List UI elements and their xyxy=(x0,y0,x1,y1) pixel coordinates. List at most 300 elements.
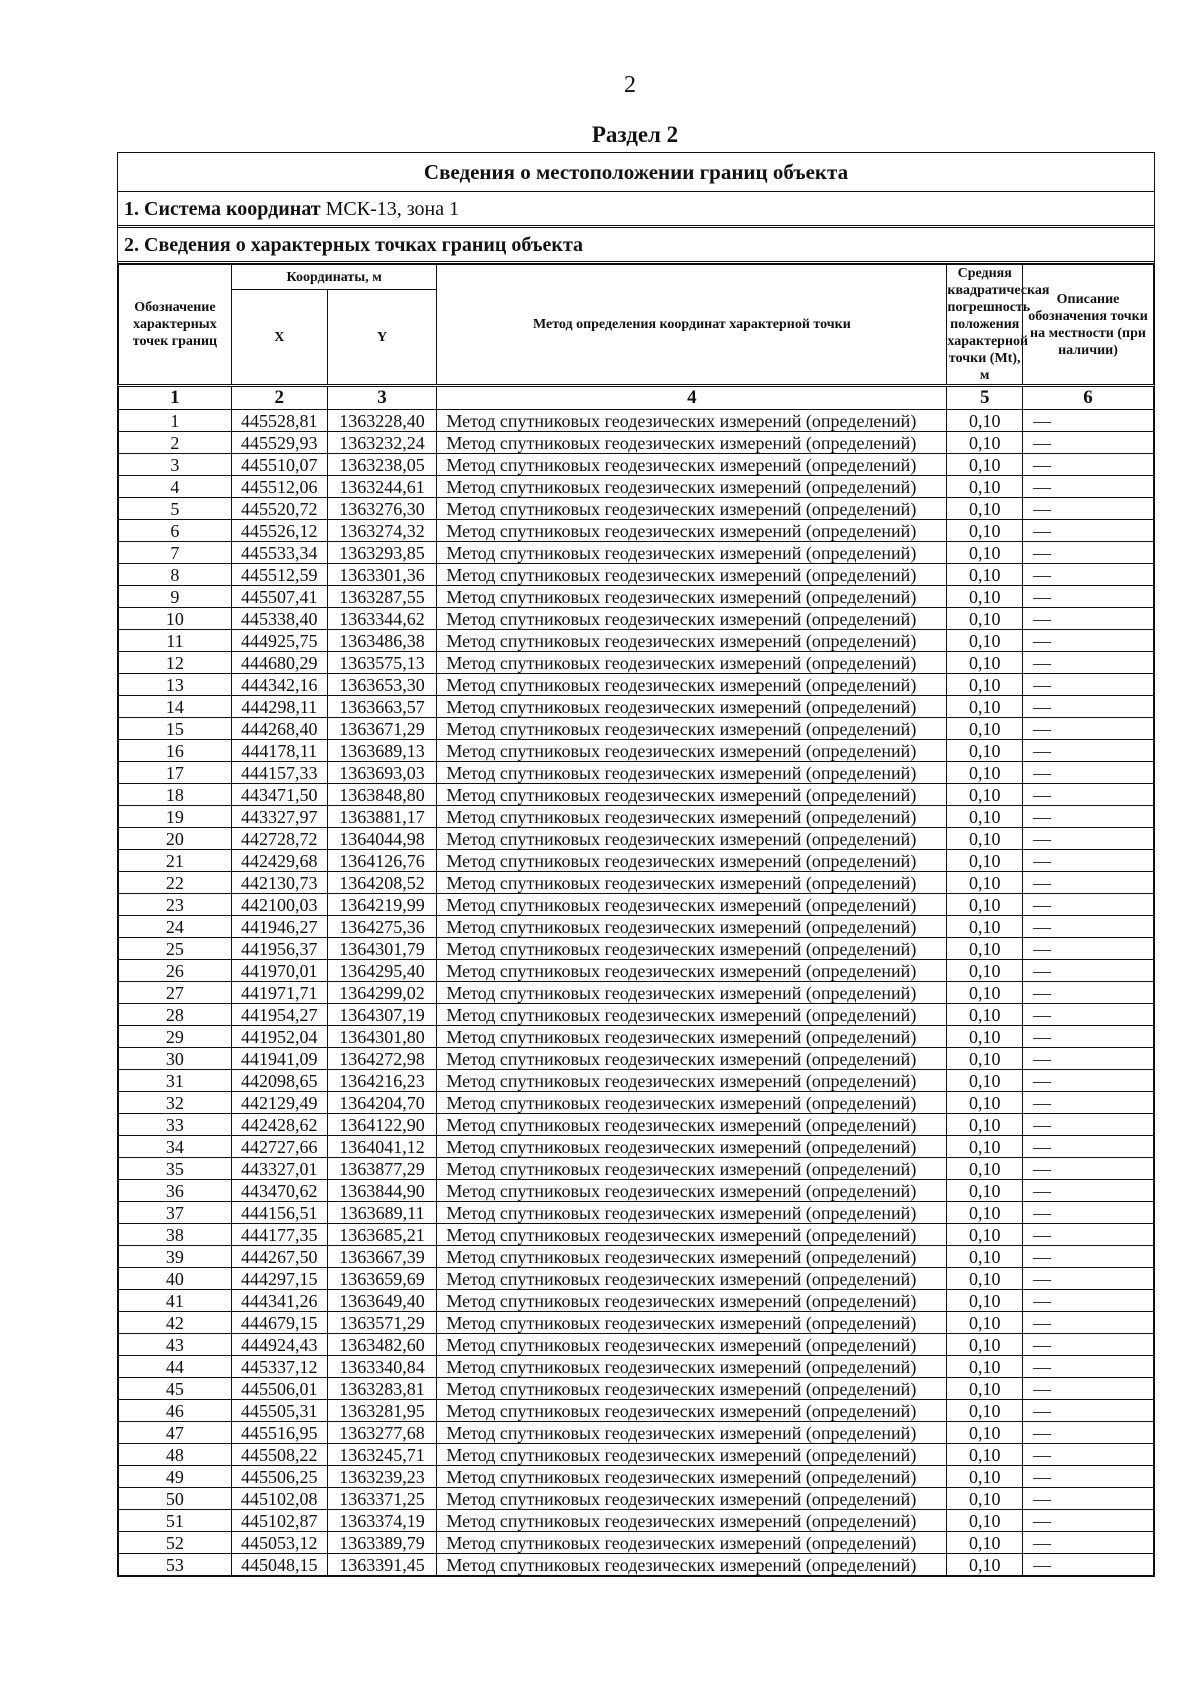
error-cell: 0,10 xyxy=(947,1092,1023,1114)
error-cell: 0,10 xyxy=(947,1004,1023,1026)
description-cell: — xyxy=(1023,1026,1154,1048)
table-row xyxy=(119,608,1154,630)
method-cell: Метод спутниковых геодезических измерений (определений) xyxy=(437,1070,947,1092)
description-cell: — xyxy=(1023,1400,1154,1422)
point-number: 21 xyxy=(119,850,232,872)
error-cell: 0,10 xyxy=(947,608,1023,630)
x-coordinate: 445048,15 xyxy=(231,1554,327,1576)
method-cell: Метод спутниковых геодезических измерений (определений) xyxy=(437,454,947,476)
description-cell: — xyxy=(1023,1070,1154,1092)
column-number: 5 xyxy=(947,386,1023,410)
description-cell: — xyxy=(1023,432,1154,454)
y-coordinate: 1363671,29 xyxy=(327,718,437,740)
error-cell: 0,10 xyxy=(947,1246,1023,1268)
point-number: 34 xyxy=(119,1136,232,1158)
error-cell: 0,10 xyxy=(947,784,1023,806)
error-cell: 0,10 xyxy=(947,762,1023,784)
method-cell: Метод спутниковых геодезических измерений (определений) xyxy=(437,1202,947,1224)
table-row xyxy=(119,1378,1154,1400)
x-coordinate: 445506,25 xyxy=(231,1466,327,1488)
y-coordinate: 1363391,45 xyxy=(327,1554,437,1576)
point-number: 25 xyxy=(119,938,232,960)
description-cell: — xyxy=(1023,498,1154,520)
x-coordinate: 444924,43 xyxy=(231,1334,327,1356)
description-cell: — xyxy=(1023,872,1154,894)
x-coordinate: 444157,33 xyxy=(231,762,327,784)
point-number: 47 xyxy=(119,1422,232,1444)
x-coordinate: 444177,35 xyxy=(231,1224,327,1246)
table-row xyxy=(119,1488,1154,1510)
table-row xyxy=(119,1334,1154,1356)
point-number: 13 xyxy=(119,674,232,696)
y-coordinate: 1363344,62 xyxy=(327,608,437,630)
table-row xyxy=(119,696,1154,718)
error-cell: 0,10 xyxy=(947,740,1023,762)
table-row xyxy=(119,1136,1154,1158)
error-cell: 0,10 xyxy=(947,960,1023,982)
point-number: 50 xyxy=(119,1488,232,1510)
y-coordinate: 1363389,79 xyxy=(327,1532,437,1554)
x-coordinate: 444342,16 xyxy=(231,674,327,696)
method-cell: Метод спутниковых геодезических измерений (определений) xyxy=(437,938,947,960)
coordinate-system-line xyxy=(118,192,1154,228)
error-cell: 0,10 xyxy=(947,1466,1023,1488)
table-row xyxy=(119,498,1154,520)
description-cell: — xyxy=(1023,1224,1154,1246)
x-coordinate: 442100,03 xyxy=(231,894,327,916)
description-cell: — xyxy=(1023,1268,1154,1290)
method-cell: Метод спутниковых геодезических измерений (определений) xyxy=(437,1158,947,1180)
x-coordinate: 442728,72 xyxy=(231,828,327,850)
table-row xyxy=(119,1114,1154,1136)
coordinate-system-label: 1. Система координат xyxy=(124,198,321,220)
method-cell: Метод спутниковых геодезических измерений (определений) xyxy=(437,960,947,982)
description-cell: — xyxy=(1023,630,1154,652)
x-coordinate: 445510,07 xyxy=(231,454,327,476)
error-cell: 0,10 xyxy=(947,1070,1023,1092)
table-row xyxy=(119,960,1154,982)
error-cell: 0,10 xyxy=(947,1180,1023,1202)
description-cell: — xyxy=(1023,542,1154,564)
error-cell: 0,10 xyxy=(947,1048,1023,1070)
table-row xyxy=(119,410,1154,432)
point-number: 20 xyxy=(119,828,232,850)
error-cell: 0,10 xyxy=(947,1422,1023,1444)
method-cell: Метод спутниковых геодезических измерений (определений) xyxy=(437,850,947,872)
table-row xyxy=(119,982,1154,1004)
description-cell: — xyxy=(1023,784,1154,806)
description-cell: — xyxy=(1023,1180,1154,1202)
method-cell: Метод спутниковых геодезических измерений (определений) xyxy=(437,1510,947,1532)
method-cell: Метод спутниковых геодезических измерений (определений) xyxy=(437,652,947,674)
error-cell: 0,10 xyxy=(947,850,1023,872)
description-cell: — xyxy=(1023,982,1154,1004)
table-row xyxy=(119,916,1154,938)
description-cell: — xyxy=(1023,894,1154,916)
point-number: 2 xyxy=(119,432,232,454)
description-cell: — xyxy=(1023,1532,1154,1554)
method-cell: Метод спутниковых геодезических измерений (определений) xyxy=(437,1334,947,1356)
points-heading: 2. Сведения о характерных точках границ объекта xyxy=(124,234,584,256)
method-cell: Метод спутниковых геодезических измерений (определений) xyxy=(437,1290,947,1312)
error-cell: 0,10 xyxy=(947,1356,1023,1378)
x-coordinate: 442098,65 xyxy=(231,1070,327,1092)
error-cell: 0,10 xyxy=(947,916,1023,938)
point-number: 11 xyxy=(119,630,232,652)
error-cell: 0,10 xyxy=(947,1334,1023,1356)
y-coordinate: 1363277,68 xyxy=(327,1422,437,1444)
table-row xyxy=(119,806,1154,828)
x-coordinate: 444341,26 xyxy=(231,1290,327,1312)
table-row xyxy=(119,1004,1154,1026)
table-row xyxy=(119,1532,1154,1554)
point-number: 6 xyxy=(119,520,232,542)
y-coordinate: 1364272,98 xyxy=(327,1048,437,1070)
method-cell: Метод спутниковых геодезических измерений (определений) xyxy=(437,718,947,740)
method-cell: Метод спутниковых геодезических измерений (определений) xyxy=(437,762,947,784)
x-coordinate: 445533,34 xyxy=(231,542,327,564)
error-cell: 0,10 xyxy=(947,1312,1023,1334)
y-coordinate: 1363371,25 xyxy=(327,1488,437,1510)
method-cell: Метод спутниковых геодезических измерений (определений) xyxy=(437,696,947,718)
method-cell: Метод спутниковых геодезических измерений (определений) xyxy=(437,894,947,916)
y-coordinate: 1363238,05 xyxy=(327,454,437,476)
table-row xyxy=(119,1026,1154,1048)
point-number: 27 xyxy=(119,982,232,1004)
error-cell: 0,10 xyxy=(947,1532,1023,1554)
method-cell: Метод спутниковых геодезических измерений (определений) xyxy=(437,1136,947,1158)
point-number: 4 xyxy=(119,476,232,498)
x-coordinate: 444178,11 xyxy=(231,740,327,762)
x-coordinate: 445526,12 xyxy=(231,520,327,542)
method-cell: Метод спутниковых геодезических измерений (определений) xyxy=(437,982,947,1004)
x-coordinate: 444925,75 xyxy=(231,630,327,652)
table-row xyxy=(119,1290,1154,1312)
header-description: Описание обозначения точки на местности (при наличии) xyxy=(1023,265,1154,386)
x-coordinate: 443470,62 xyxy=(231,1180,327,1202)
error-cell: 0,10 xyxy=(947,696,1023,718)
column-number: 1 xyxy=(119,386,232,410)
method-cell: Метод спутниковых геодезических измерений (определений) xyxy=(437,432,947,454)
header-error: Средняя квадратическая погрешность положения характерной точки (Mt), м xyxy=(947,265,1023,386)
y-coordinate: 1363848,80 xyxy=(327,784,437,806)
point-number: 29 xyxy=(119,1026,232,1048)
method-cell: Метод спутниковых геодезических измерений (определений) xyxy=(437,1312,947,1334)
description-cell: — xyxy=(1023,520,1154,542)
method-cell: Метод спутниковых геодезических измерений (определений) xyxy=(437,1400,947,1422)
method-cell: Метод спутниковых геодезических измерений (определений) xyxy=(437,1268,947,1290)
x-coordinate: 441970,01 xyxy=(231,960,327,982)
header-method: Метод определения координат характерной точки xyxy=(437,265,947,386)
x-coordinate: 445508,22 xyxy=(231,1444,327,1466)
header-x: X xyxy=(231,290,327,386)
x-coordinate: 444297,15 xyxy=(231,1268,327,1290)
description-cell: — xyxy=(1023,1444,1154,1466)
description-cell: — xyxy=(1023,1312,1154,1334)
y-coordinate: 1363281,95 xyxy=(327,1400,437,1422)
x-coordinate: 441971,71 xyxy=(231,982,327,1004)
x-coordinate: 444679,15 xyxy=(231,1312,327,1334)
points-table xyxy=(118,264,1154,1576)
description-cell: — xyxy=(1023,696,1154,718)
error-cell: 0,10 xyxy=(947,1202,1023,1224)
column-numbers-row xyxy=(119,386,1154,410)
error-cell: 0,10 xyxy=(947,1158,1023,1180)
y-coordinate: 1364295,40 xyxy=(327,960,437,982)
table-row xyxy=(119,1444,1154,1466)
error-cell: 0,10 xyxy=(947,454,1023,476)
method-cell: Метод спутниковых геодезических измерений (определений) xyxy=(437,520,947,542)
description-cell: — xyxy=(1023,1356,1154,1378)
point-number: 18 xyxy=(119,784,232,806)
x-coordinate: 443471,50 xyxy=(231,784,327,806)
column-number: 2 xyxy=(231,386,327,410)
header-coordinates: Координаты, м xyxy=(231,265,437,290)
point-number: 30 xyxy=(119,1048,232,1070)
error-cell: 0,10 xyxy=(947,1114,1023,1136)
x-coordinate: 445337,12 xyxy=(231,1356,327,1378)
point-number: 17 xyxy=(119,762,232,784)
y-coordinate: 1363575,13 xyxy=(327,652,437,674)
point-number: 16 xyxy=(119,740,232,762)
method-cell: Метод спутниковых геодезических измерений (определений) xyxy=(437,1356,947,1378)
description-cell: — xyxy=(1023,1554,1154,1576)
method-cell: Метод спутниковых геодезических измерений (определений) xyxy=(437,564,947,586)
y-coordinate: 1363228,40 xyxy=(327,410,437,432)
y-coordinate: 1363232,24 xyxy=(327,432,437,454)
y-coordinate: 1363659,69 xyxy=(327,1268,437,1290)
point-number: 42 xyxy=(119,1312,232,1334)
y-coordinate: 1364216,23 xyxy=(327,1070,437,1092)
point-number: 10 xyxy=(119,608,232,630)
description-cell: — xyxy=(1023,1422,1154,1444)
point-number: 45 xyxy=(119,1378,232,1400)
y-coordinate: 1363881,17 xyxy=(327,806,437,828)
description-cell: — xyxy=(1023,1510,1154,1532)
method-cell: Метод спутниковых геодезических измерений (определений) xyxy=(437,806,947,828)
description-cell: — xyxy=(1023,1158,1154,1180)
description-cell: — xyxy=(1023,1114,1154,1136)
table-row xyxy=(119,894,1154,916)
y-coordinate: 1363693,03 xyxy=(327,762,437,784)
x-coordinate: 441954,27 xyxy=(231,1004,327,1026)
method-cell: Метод спутниковых геодезических измерений (определений) xyxy=(437,1048,947,1070)
error-cell: 0,10 xyxy=(947,806,1023,828)
y-coordinate: 1363663,57 xyxy=(327,696,437,718)
y-coordinate: 1363689,13 xyxy=(327,740,437,762)
point-number: 44 xyxy=(119,1356,232,1378)
y-coordinate: 1364126,76 xyxy=(327,850,437,872)
page-number: 2 xyxy=(624,72,636,98)
error-cell: 0,10 xyxy=(947,652,1023,674)
header-designation: Обозначение характерных точек границ xyxy=(119,265,232,386)
point-number: 8 xyxy=(119,564,232,586)
error-cell: 0,10 xyxy=(947,1488,1023,1510)
error-cell: 0,10 xyxy=(947,586,1023,608)
section-title: Раздел 2 xyxy=(591,122,679,147)
description-cell: — xyxy=(1023,916,1154,938)
point-number: 43 xyxy=(119,1334,232,1356)
coordinate-system-value: МСК-13, зона 1 xyxy=(320,198,460,220)
y-coordinate: 1363276,30 xyxy=(327,498,437,520)
y-coordinate: 1364219,99 xyxy=(327,894,437,916)
table-row xyxy=(119,674,1154,696)
y-coordinate: 1363245,71 xyxy=(327,1444,437,1466)
x-coordinate: 445338,40 xyxy=(231,608,327,630)
description-cell: — xyxy=(1023,960,1154,982)
description-cell: — xyxy=(1023,1290,1154,1312)
boundary-info-table xyxy=(117,152,1155,1577)
description-cell: — xyxy=(1023,652,1154,674)
error-cell: 0,10 xyxy=(947,1444,1023,1466)
y-coordinate: 1364204,70 xyxy=(327,1092,437,1114)
method-cell: Метод спутниковых геодезических измерений (определений) xyxy=(437,1554,947,1576)
table-row xyxy=(119,1048,1154,1070)
x-coordinate: 441941,09 xyxy=(231,1048,327,1070)
x-coordinate: 443327,01 xyxy=(231,1158,327,1180)
y-coordinate: 1363689,11 xyxy=(327,1202,437,1224)
x-coordinate: 444267,50 xyxy=(231,1246,327,1268)
point-number: 5 xyxy=(119,498,232,520)
x-coordinate: 441956,37 xyxy=(231,938,327,960)
error-cell: 0,10 xyxy=(947,630,1023,652)
table-row xyxy=(119,1092,1154,1114)
table-row xyxy=(119,850,1154,872)
error-cell: 0,10 xyxy=(947,938,1023,960)
point-number: 3 xyxy=(119,454,232,476)
table-row xyxy=(119,1466,1154,1488)
point-number: 24 xyxy=(119,916,232,938)
method-cell: Метод спутниковых геодезических измерений (определений) xyxy=(437,410,947,432)
description-cell: — xyxy=(1023,1202,1154,1224)
point-number: 37 xyxy=(119,1202,232,1224)
description-cell: — xyxy=(1023,828,1154,850)
column-number: 3 xyxy=(327,386,437,410)
point-number: 15 xyxy=(119,718,232,740)
table-row xyxy=(119,432,1154,454)
y-coordinate: 1363571,29 xyxy=(327,1312,437,1334)
description-cell: — xyxy=(1023,454,1154,476)
x-coordinate: 444268,40 xyxy=(231,718,327,740)
x-coordinate: 445507,41 xyxy=(231,586,327,608)
point-number: 7 xyxy=(119,542,232,564)
x-coordinate: 445512,06 xyxy=(231,476,327,498)
table-title: Сведения о местоположении границ объекта xyxy=(118,153,1154,192)
table-row xyxy=(119,652,1154,674)
point-number: 35 xyxy=(119,1158,232,1180)
points-heading-line xyxy=(118,228,1154,264)
method-cell: Метод спутниковых геодезических измерений (определений) xyxy=(437,784,947,806)
y-coordinate: 1363653,30 xyxy=(327,674,437,696)
table-row xyxy=(119,762,1154,784)
y-coordinate: 1364307,19 xyxy=(327,1004,437,1026)
method-cell: Метод спутниковых геодезических измерений (определений) xyxy=(437,740,947,762)
method-cell: Метод спутниковых геодезических измерений (определений) xyxy=(437,1180,947,1202)
method-cell: Метод спутниковых геодезических измерений (определений) xyxy=(437,1444,947,1466)
description-cell: — xyxy=(1023,1334,1154,1356)
point-number: 32 xyxy=(119,1092,232,1114)
error-cell: 0,10 xyxy=(947,894,1023,916)
point-number: 46 xyxy=(119,1400,232,1422)
table-row xyxy=(119,828,1154,850)
y-coordinate: 1363667,39 xyxy=(327,1246,437,1268)
point-number: 19 xyxy=(119,806,232,828)
point-number: 14 xyxy=(119,696,232,718)
method-cell: Метод спутниковых геодезических измерений (определений) xyxy=(437,1246,947,1268)
x-coordinate: 441946,27 xyxy=(231,916,327,938)
method-cell: Метод спутниковых геодезических измерений (определений) xyxy=(437,1422,947,1444)
y-coordinate: 1363482,60 xyxy=(327,1334,437,1356)
error-cell: 0,10 xyxy=(947,1400,1023,1422)
y-coordinate: 1364301,79 xyxy=(327,938,437,960)
error-cell: 0,10 xyxy=(947,828,1023,850)
x-coordinate: 445528,81 xyxy=(231,410,327,432)
method-cell: Метод спутниковых геодезических измерений (определений) xyxy=(437,1466,947,1488)
y-coordinate: 1363293,85 xyxy=(327,542,437,564)
method-cell: Метод спутниковых геодезических измерений (определений) xyxy=(437,872,947,894)
x-coordinate: 442428,62 xyxy=(231,1114,327,1136)
method-cell: Метод спутниковых геодезических измерений (определений) xyxy=(437,1114,947,1136)
error-cell: 0,10 xyxy=(947,1136,1023,1158)
table-row xyxy=(119,1224,1154,1246)
error-cell: 0,10 xyxy=(947,1510,1023,1532)
table-row xyxy=(119,1312,1154,1334)
x-coordinate: 445053,12 xyxy=(231,1532,327,1554)
point-number: 41 xyxy=(119,1290,232,1312)
description-cell: — xyxy=(1023,674,1154,696)
x-coordinate: 444156,51 xyxy=(231,1202,327,1224)
method-cell: Метод спутниковых геодезических измерений (определений) xyxy=(437,608,947,630)
error-cell: 0,10 xyxy=(947,1378,1023,1400)
x-coordinate: 444298,11 xyxy=(231,696,327,718)
description-cell: — xyxy=(1023,586,1154,608)
table-row xyxy=(119,476,1154,498)
error-cell: 0,10 xyxy=(947,982,1023,1004)
table-row xyxy=(119,1158,1154,1180)
table-row xyxy=(119,1202,1154,1224)
method-cell: Метод спутниковых геодезических измерений (определений) xyxy=(437,630,947,652)
point-number: 36 xyxy=(119,1180,232,1202)
x-coordinate: 445506,01 xyxy=(231,1378,327,1400)
table-row xyxy=(119,454,1154,476)
description-cell: — xyxy=(1023,740,1154,762)
point-number: 48 xyxy=(119,1444,232,1466)
y-coordinate: 1363685,21 xyxy=(327,1224,437,1246)
x-coordinate: 444680,29 xyxy=(231,652,327,674)
method-cell: Метод спутниковых геодезических измерений (определений) xyxy=(437,476,947,498)
header-y: Y xyxy=(327,290,437,386)
error-cell: 0,10 xyxy=(947,1268,1023,1290)
point-number: 52 xyxy=(119,1532,232,1554)
point-number: 26 xyxy=(119,960,232,982)
x-coordinate: 445512,59 xyxy=(231,564,327,586)
table-row xyxy=(119,1246,1154,1268)
x-coordinate: 442130,73 xyxy=(231,872,327,894)
description-cell: — xyxy=(1023,1246,1154,1268)
table-row xyxy=(119,1268,1154,1290)
point-number: 31 xyxy=(119,1070,232,1092)
error-cell: 0,10 xyxy=(947,872,1023,894)
error-cell: 0,10 xyxy=(947,520,1023,542)
x-coordinate: 443327,97 xyxy=(231,806,327,828)
method-cell: Метод спутниковых геодезических измерений (определений) xyxy=(437,828,947,850)
description-cell: — xyxy=(1023,1378,1154,1400)
description-cell: — xyxy=(1023,1466,1154,1488)
error-cell: 0,10 xyxy=(947,718,1023,740)
table-row xyxy=(119,1400,1154,1422)
description-cell: — xyxy=(1023,762,1154,784)
method-cell: Метод спутниковых геодезических измерений (определений) xyxy=(437,586,947,608)
